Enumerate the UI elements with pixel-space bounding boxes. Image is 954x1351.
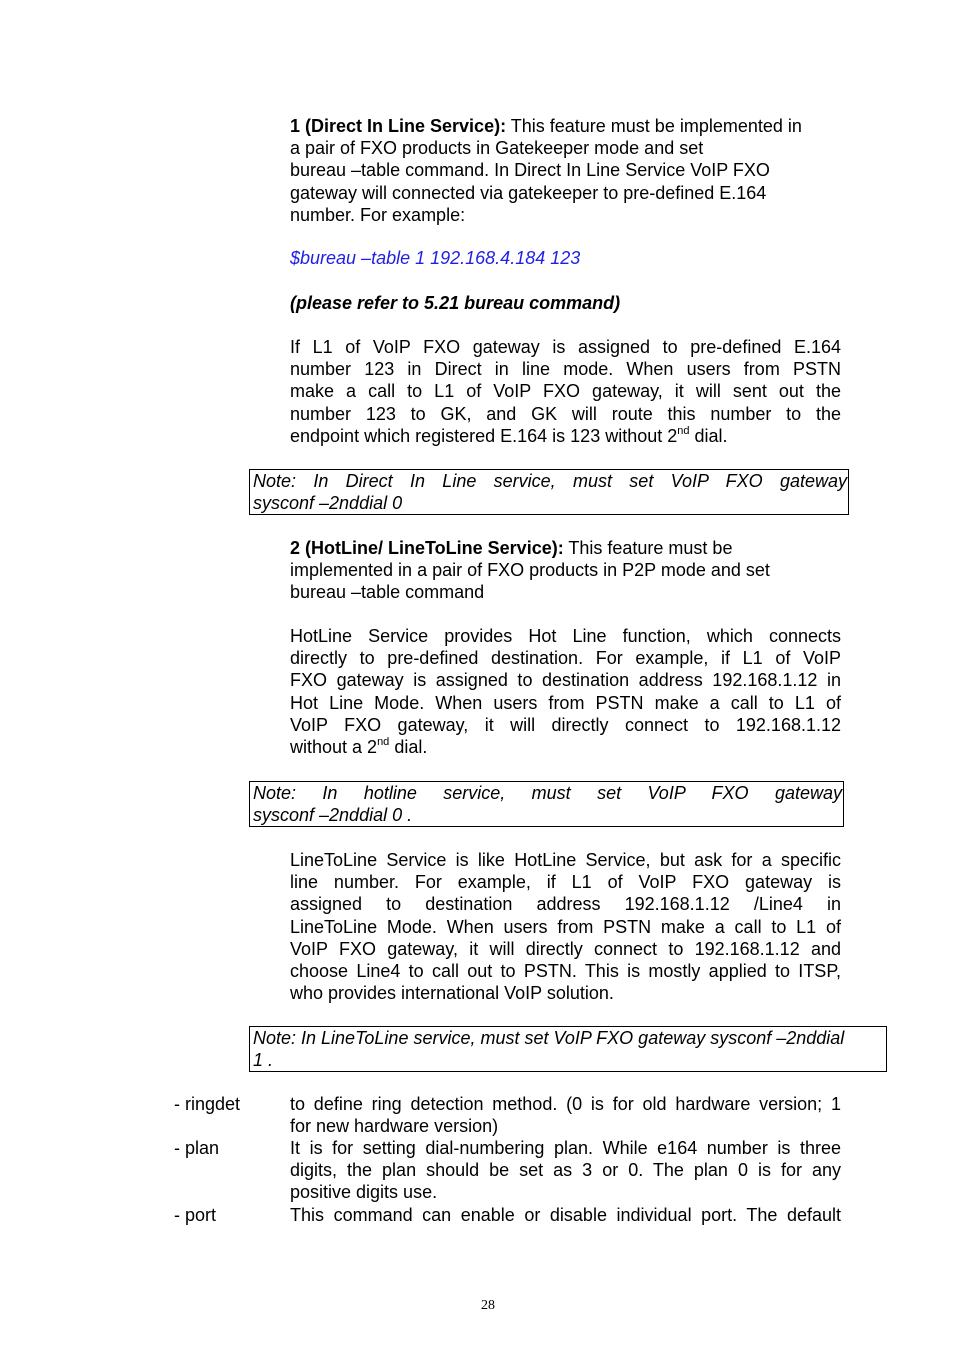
section-direct-in-line: 1 (Direct In Line Service): This feature must be implemented in a pair of FXO products in Gatekeeper mode and set bureau –table command. In Direct In Line Service VoIP FXO gateway will connected via gatekeeper to pre-defined E.164 number. For example:	[290, 116, 802, 225]
param-def-plan: It is for setting dial-numbering plan. While e164 number is three digits, the plan should be set as 3 or 0. The plan 0 is for any positive digits use.	[290, 1138, 841, 1203]
param-def-ringdet: to define ring detection method. (0 is for old hardware version; 1 for new hardware version)	[290, 1094, 841, 1137]
note-box-hotline: Note: In hotline service, must set VoIP FXO gateway sysconf –2nddial 0 .	[249, 781, 844, 827]
param-term-ringdet: - ringdet	[174, 1094, 241, 1114]
note-box-direct-in-line: Note: In Direct In Line service, must set VoIP FXO gateway sysconf –2nddial 0	[249, 469, 849, 515]
note-box-linetoline: Note: In LineToLine service, must set VoIP FXO gateway sysconf –2nddial 1 .	[249, 1026, 887, 1072]
command-example: $bureau –table 1 192.168.4.184 123	[290, 248, 581, 268]
section-heading: 1 (Direct In Line Service):	[290, 116, 507, 136]
param-term-port: - port	[174, 1205, 217, 1225]
reference-note: (please refer to 5.21 bureau command)	[290, 293, 621, 313]
page-number: 28	[481, 1298, 495, 1313]
param-def-port: This command can enable or disable individual port. The default	[290, 1205, 841, 1225]
param-term-plan: - plan	[174, 1138, 220, 1158]
paragraph-hotline: HotLine Service provides Hot Line function, which connects directly to pre-defined destination. For example, if L1 of VoIP FXO gateway is assigned to destination address 192.168.1.12 in Hot Line Mode. When users from PSTN make a call to L1 of VoIP FXO gateway, it will directly connect to 192.168.1.12 without a 2nd dial.	[290, 626, 841, 758]
section-heading: 2 (HotLine/ LineToLine Service):	[290, 538, 564, 558]
paragraph-direct-in-line: If L1 of VoIP FXO gateway is assigned to pre-defined E.164 number 123 in Direct in line mode. When users from PSTN make a call to L1 of VoIP FXO gateway, it will sent out the number 123 to GK, and GK will route this number to the endpoint which registered E.164 is 123 without 2nd dial.	[290, 337, 841, 446]
section-hotline: 2 (HotLine/ LineToLine Service): This feature must be implemented in a pair of FXO products in P2P mode and set bureau –table command	[290, 538, 770, 603]
paragraph-linetoline: LineToLine Service is like HotLine Service, but ask for a specific line number. For example, if L1 of VoIP FXO gateway is assigned to destination address 192.168.1.12 /Line4 in LineToLine Mode. When users from PSTN make a call to L1 of VoIP FXO gateway, it will directly connect to 192.168.1.12 and choose Line4 to call out to PSTN. This is mostly applied to ITSP, who provides international VoIP solution.	[290, 850, 841, 1004]
